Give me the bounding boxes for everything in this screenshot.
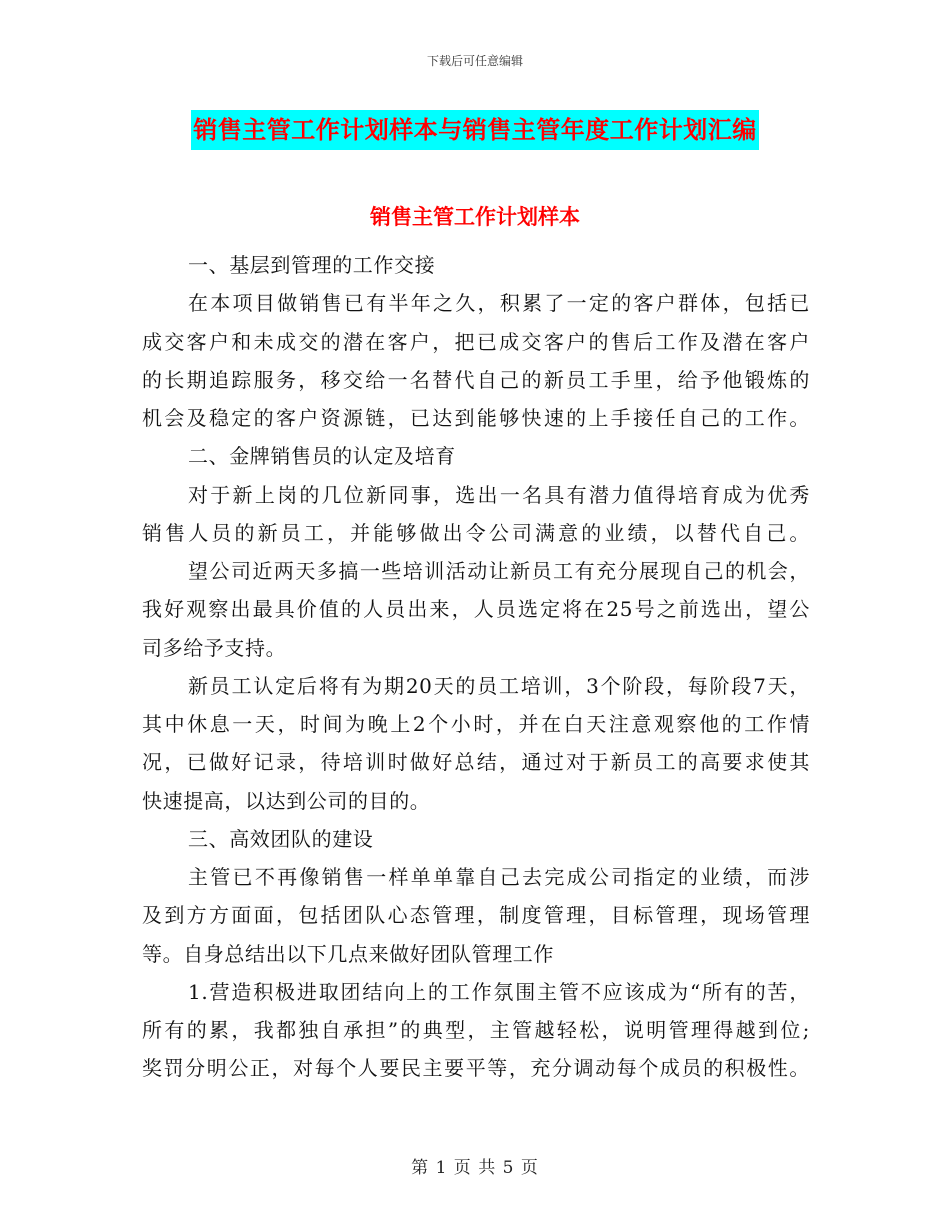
main-title: 销售主管工作计划样本与销售主管年度工作计划汇编	[191, 110, 759, 150]
paragraph-line: 销售人员的新员工，并能够做出令公司满意的业绩，以替代自己。	[142, 520, 810, 545]
sub-title: 销售主管工作计划样本	[370, 204, 580, 229]
section-heading-2: 二、金牌销售员的认定及培育	[188, 444, 456, 469]
paragraph-line: 望公司近两天多搞一些培训活动让新员工有充分展现自己的机会，	[188, 559, 810, 583]
paragraph-line: 等。自身总结出以下几点来做好团队管理工作	[142, 941, 554, 966]
paragraph-line: 主管已不再像销售一样单单靠自己去完成公司指定的业绩，而涉	[188, 865, 810, 889]
paragraph-line: 况，已做好记录，待培训时做好总结，通过对于新员工的高要求使其	[142, 750, 810, 775]
main-title-wrap	[0, 110, 950, 150]
paragraph-line: 司多给予支持。	[142, 635, 287, 660]
header-note: 下载后可任意编辑	[426, 54, 523, 68]
paragraph-line: 1.营造积极进取团结向上的工作氛围主管不应该成为“所有的苦，	[188, 979, 810, 1004]
paragraph-line: 及到方方面面，包括团队心态管理，制度管理，目标管理，现场管理	[142, 903, 810, 928]
page-footer: 第 1 页 共 5 页	[411, 1158, 539, 1178]
paragraph-line: 在本项目做销售已有半年之久，积累了一定的客户群体，包括已	[188, 291, 810, 316]
document-body	[142, 246, 810, 1088]
paragraph-line: 新员工认定后将有为期20天的员工培训，3个阶段，每阶段7天，	[188, 673, 810, 698]
paragraph-line: 快速提高，以达到公司的目的。	[142, 788, 431, 813]
paragraph-line: 成交客户和未成交的潜在客户，把已成交客户的售后工作及潜在客户	[142, 329, 810, 354]
paragraph-line: 其中休息一天，时间为晚上2个小时，并在白天注意观察他的工作情	[142, 712, 810, 736]
paragraph-line: 的长期追踪服务，移交给一名替代自己的新员工手里，给予他锻炼的	[142, 367, 810, 392]
section-heading-1: 一、基层到管理的工作交接	[188, 253, 436, 277]
section-heading-3: 三、高效团队的建设	[188, 826, 374, 851]
paragraph-line: 所有的累，我都独自承担”的典型，主管越轻松，说明管理得越到位;	[142, 1018, 810, 1042]
paragraph-line: 机会及稳定的客户资源链，已达到能够快速的上手接任自己的工作。	[142, 406, 810, 430]
paragraph-line: 我好观察出最具价值的人员出来，人员选定将在25号之前选出，望公	[142, 597, 810, 622]
paragraph-line: 奖罚分明公正，对每个人要民主要平等，充分调动每个成员的积极性。	[142, 1056, 810, 1081]
paragraph-line: 对于新上岗的几位新同事，选出一名具有潜力值得培育成为优秀	[188, 482, 810, 507]
